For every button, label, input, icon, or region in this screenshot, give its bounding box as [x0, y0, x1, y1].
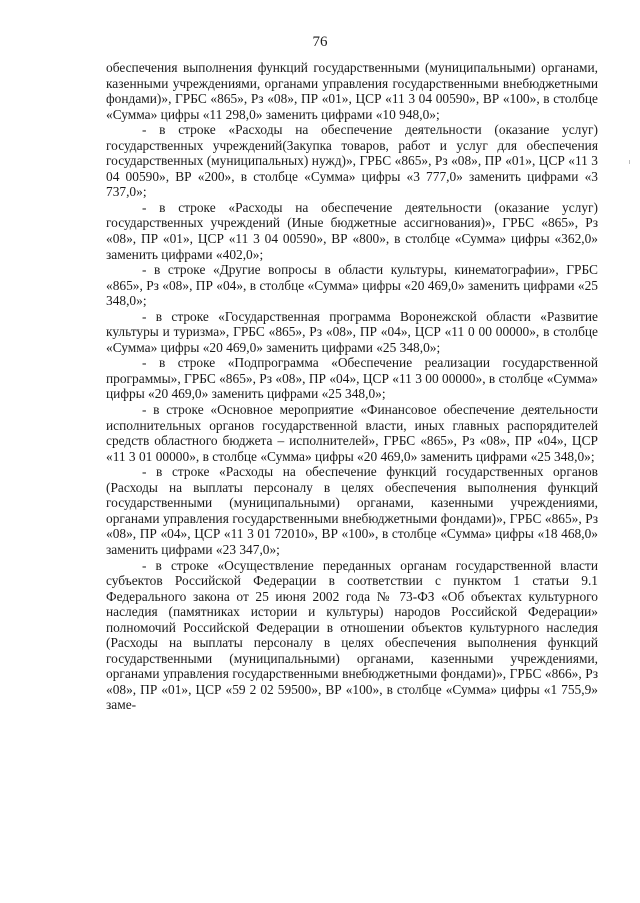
paragraph: - в строке «Государственная программа Воронежской области «Развитие культуры и туризма», ГРБС «865», Рз «08», ПР «04», ЦСР «11 0 00 00000», в столбце «Сумма» цифры «20 469,0» заменить цифрами «25 348,0»; [106, 308, 598, 355]
paragraph: - в строке «Подпрограмма «Обеспечение реализации государственной программы», ГРБС «865», Рз «08», ПР «04», ЦСР «11 3 00 00000», в столбце «Сумма» цифры «20 469,0» заменить цифрами «25 348,0»; [106, 355, 598, 402]
scan-artifact [629, 160, 630, 164]
document-body [106, 60, 598, 713]
paragraph: - в строке «Осуществление переданных органам государственной власти субъектов Российской Федерации в соответствии с пунктом 1 статьи 9.1 Федерального закона от 25 июня 2002 года № 73-ФЗ «Об объектах культурного наследия (памятниках истории и культуры) народов Российской Федерации» полномочий Российской Федерации в отношении объектов культурного наследия (Расходы на выплаты персоналу в целях обеспечения выполнения функций государственными (муниципальными) органами, казенными учреждениями, органами управления государственными внебюджетными фондами)», ГРБС «866», Рз «08», ПР «01», ЦСР «59 2 02 59500», ВР «100», в столбце «Сумма» цифры «1 755,9» заме- [106, 557, 598, 713]
paragraph: - в строке «Другие вопросы в области культуры, кинематографии», ГРБС «865», Рз «08», ПР «04», в столбце «Сумма» цифры «20 469,0» заменить цифрами «25 348,0»; [106, 262, 598, 309]
paragraph: обеспечения выполнения функций государственными (муниципальными) органами, казенными учреждениями, органами управления государственными внебюджетными фондами)», ГРБС «865», Рз «08», ПР «01», ЦСР «11 3 04 00590», ВР «100», в столбце «Сумма» цифры «11 298,0» заменить цифрами «10 948,0»; [106, 60, 598, 122]
page-number: 76 [312, 34, 328, 50]
paragraph: - в строке «Расходы на обеспечение функций государственных органов (Расходы на выплаты персоналу в целях обеспечения выполнения функций государственными (муниципальными) органами, казенными учреждениями, органами управления государственными внебюджетными фондами)», ГРБС «865», Рз «08», ПР «04», ЦСР «11 3 01 72010», ВР «100», в столбце «Сумма» цифры «18 468,0» заменить цифрами «23 347,0»; [106, 464, 598, 557]
paragraph: - в строке «Основное мероприятие «Финансовое обеспечение деятельности исполнительных органов государственной власти, иных главных распорядителей средств областного бюджета – исполнителей», ГРБС «865», Рз «08», ПР «04», ЦСР «11 3 01 00000», в столбце «Сумма» цифры «20 469,0» заменить цифрами «25 348,0»; [106, 402, 598, 464]
paragraph: - в строке «Расходы на обеспечение деятельности (оказание услуг) государственных учреждений(Закупка товаров, работ и услуг для обеспечения государственных (муниципальных) нужд)», ГРБС «865», Рз «08», ПР «01», ЦСР «11 3 04 00590», ВР «200», в столбце «Сумма» цифры «3 777,0» заменить цифрами «3 737,0»; [106, 122, 598, 200]
paragraph: - в строке «Расходы на обеспечение деятельности (оказание услуг) государственных учреждений (Иные бюджетные ассигнования)», ГРБС «865», Рз «08», ПР «01», ЦСР «11 3 04 00590», ВР «800», в столбце «Сумма» цифры «362,0» заменить цифрами «402,0»; [106, 199, 598, 262]
